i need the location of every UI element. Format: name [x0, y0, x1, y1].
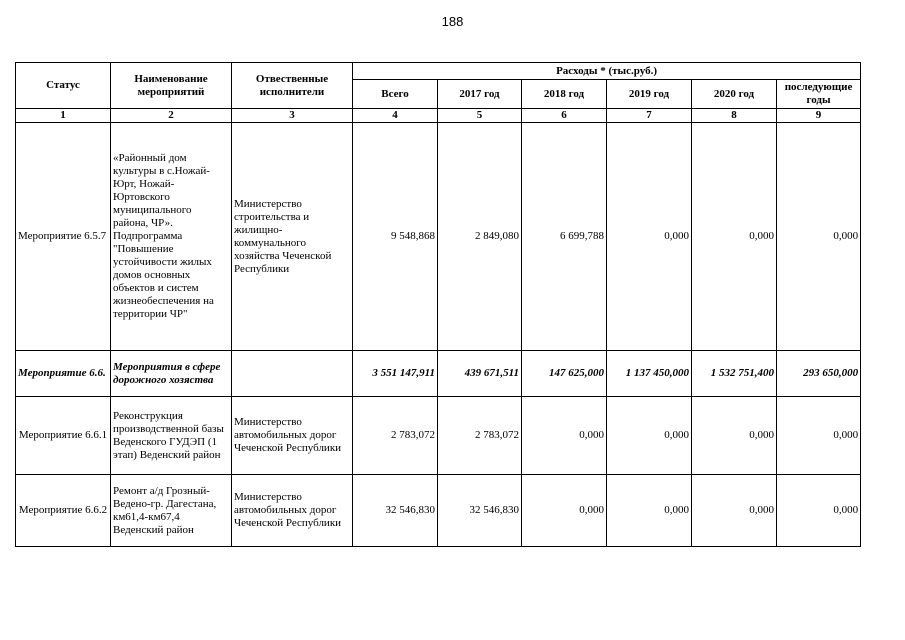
col-number: 5 [438, 109, 522, 123]
col-number: 8 [692, 109, 777, 123]
header-responsible: Отвественные исполнители [232, 63, 353, 109]
row-name: Мероприятия в сфере дорожного хозяства [111, 351, 232, 397]
table-row [16, 351, 861, 397]
expenses-table [15, 62, 861, 547]
row-2017: 2 783,072 [438, 397, 522, 475]
page-number: 188 [441, 14, 464, 29]
row-2018: 0,000 [522, 397, 607, 475]
col-number: 9 [777, 109, 861, 123]
header-total: Всего [353, 80, 438, 109]
row-later: 0,000 [777, 475, 861, 547]
col-number: 3 [232, 109, 353, 123]
col-number: 6 [522, 109, 607, 123]
row-total: 32 546,830 [353, 475, 438, 547]
column-number-row [16, 109, 861, 123]
row-2018: 147 625,000 [522, 351, 607, 397]
row-responsible: Министерство автомобильных дорог Чеченской Республики [232, 397, 353, 475]
row-2019: 0,000 [607, 123, 692, 351]
header-status: Статус [16, 63, 111, 109]
row-status: Мероприятие 6.6. [16, 351, 111, 397]
row-2019: 0,000 [607, 475, 692, 547]
header-2020: 2020 год [692, 80, 777, 109]
row-status: Мероприятие 6.5.7 [16, 123, 111, 351]
header-2019: 2019 год [607, 80, 692, 109]
col-number: 7 [607, 109, 692, 123]
row-name: Ремонт а/д Грозный-Ведено-гр. Дагестана, км61,4-км67,4 Веденский район [111, 475, 232, 547]
row-2018: 6 699,788 [522, 123, 607, 351]
row-later: 0,000 [777, 123, 861, 351]
col-number: 4 [353, 109, 438, 123]
row-2020: 0,000 [692, 123, 777, 351]
row-name: Реконструкция производственной базы Веденского ГУДЭП (1 этап) Веденский район [111, 397, 232, 475]
row-2017: 32 546,830 [438, 475, 522, 547]
row-total: 3 551 147,911 [353, 351, 438, 397]
table-row [16, 475, 861, 547]
row-2019: 1 137 450,000 [607, 351, 692, 397]
header-expenses: Расходы * (тыс.руб.) [353, 63, 861, 80]
row-2018: 0,000 [522, 475, 607, 547]
header-name: Наименование мероприятий [111, 63, 232, 109]
row-later: 0,000 [777, 397, 861, 475]
row-2020: 0,000 [692, 475, 777, 547]
table-row [16, 397, 861, 475]
row-responsible [232, 351, 353, 397]
header-later: последующие годы [777, 80, 861, 109]
row-responsible: Министерство строительства и жилищно-коммунального хозяйства Чеченской Республики [232, 123, 353, 351]
row-total: 9 548,868 [353, 123, 438, 351]
row-2020: 0,000 [692, 397, 777, 475]
row-responsible: Министерство автомобильных дорог Чеченской Республики [232, 475, 353, 547]
row-2019: 0,000 [607, 397, 692, 475]
header-2017: 2017 год [438, 80, 522, 109]
header-2018: 2018 год [522, 80, 607, 109]
row-total: 2 783,072 [353, 397, 438, 475]
table-row [16, 123, 861, 351]
row-status: Мероприятие 6.6.1 [16, 397, 111, 475]
row-name: «Районный дом культуры в с.Ножай-Юрт, Ножай-Юртовского муниципального района, ЧР». Подпрограмма "Повышение устойчивости жилых домов основных объектов и систем жизнеобеспечения на территории ЧР" [111, 123, 232, 351]
row-2017: 2 849,080 [438, 123, 522, 351]
row-2020: 1 532 751,400 [692, 351, 777, 397]
row-later: 293 650,000 [777, 351, 861, 397]
row-2017: 439 671,511 [438, 351, 522, 397]
col-number: 1 [16, 109, 111, 123]
col-number: 2 [111, 109, 232, 123]
row-status: Мероприятие 6.6.2 [16, 475, 111, 547]
